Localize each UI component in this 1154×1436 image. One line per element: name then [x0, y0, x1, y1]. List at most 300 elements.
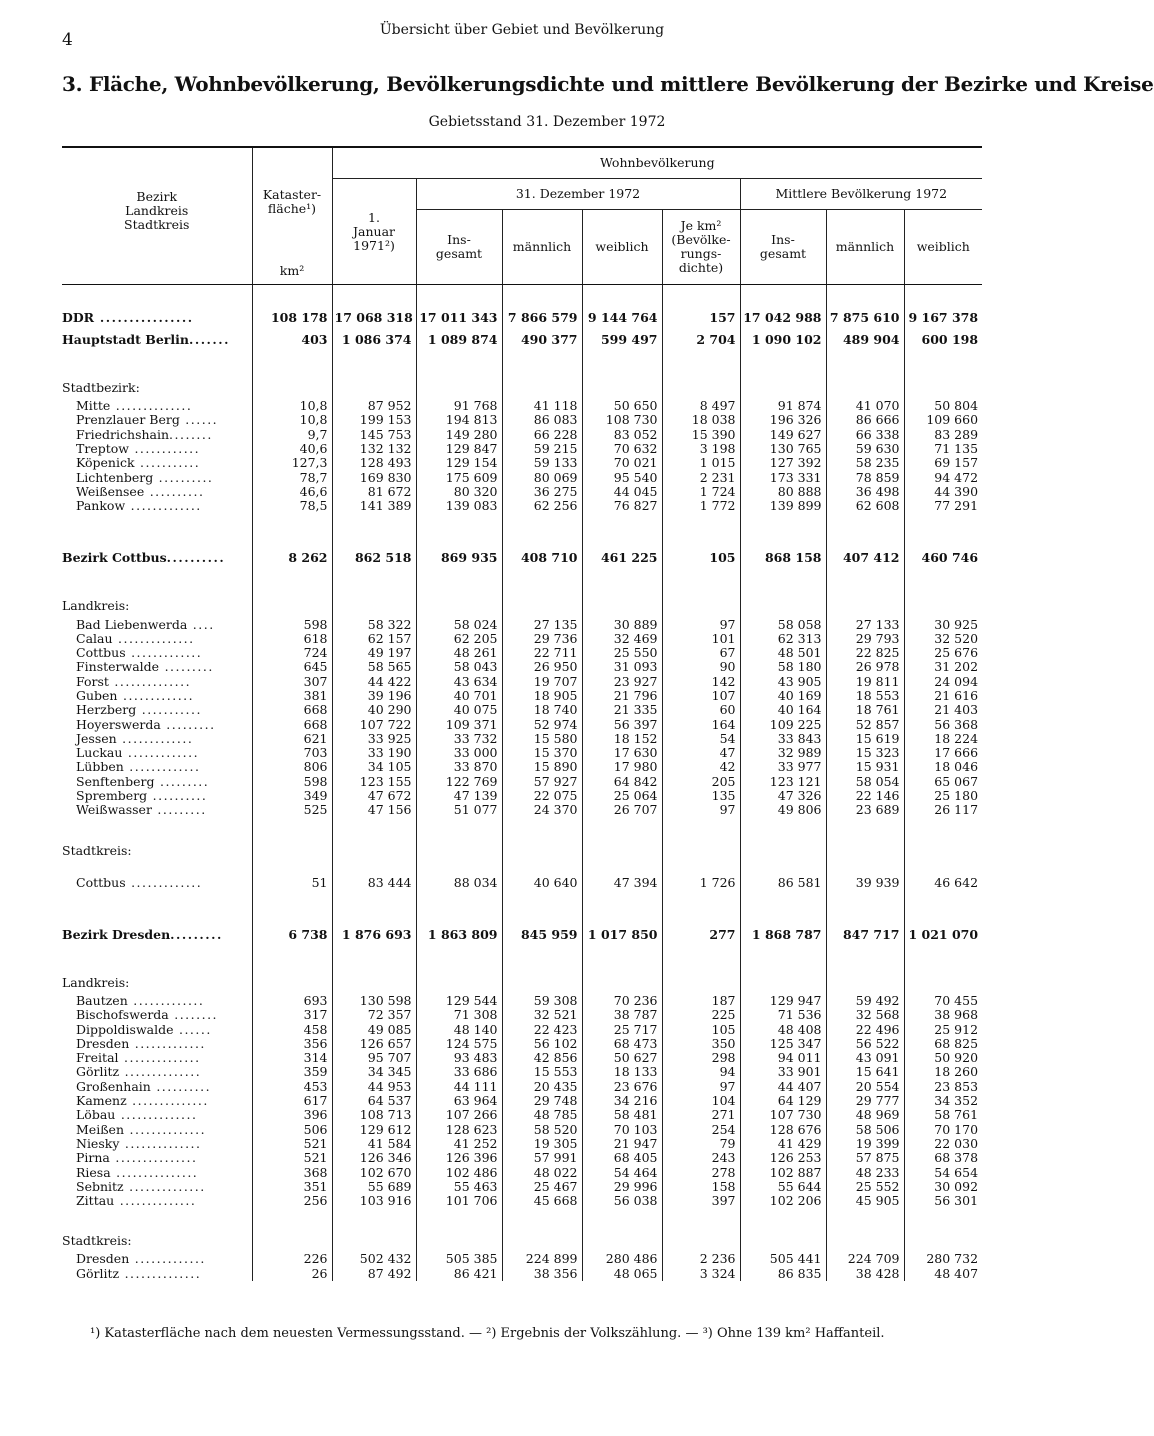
value-cell: 51 — [252, 876, 332, 890]
table-header — [62, 147, 982, 285]
value-cell: 33 732 — [416, 732, 502, 746]
table-row — [62, 456, 982, 470]
value-cell: 57 927 — [502, 775, 582, 789]
value-cell: 102 887 — [740, 1165, 826, 1179]
value-cell: 15 370 — [502, 746, 582, 760]
row-name: Guben — [76, 688, 118, 703]
row-name: Großenhain — [76, 1078, 151, 1094]
value-cell: 49 085 — [332, 1022, 416, 1036]
value-cell: 105 — [662, 543, 740, 573]
row-name: Luckau — [76, 745, 123, 761]
value-cell: 38 356 — [502, 1267, 582, 1281]
empty-cell — [416, 950, 502, 994]
empty-cell — [416, 573, 502, 617]
table-row — [62, 413, 982, 427]
value-cell: 48 785 — [502, 1108, 582, 1122]
empty-cell — [740, 1208, 826, 1252]
value-cell: 49 197 — [332, 646, 416, 660]
table-row — [62, 689, 982, 703]
spacer-cell — [582, 890, 662, 920]
value-cell: 724 — [252, 646, 332, 660]
row-name: Finsterwalde — [76, 659, 160, 675]
value-cell: 59 215 — [502, 442, 582, 456]
value-cell: 1 090 102 — [740, 325, 826, 355]
value-cell: 44 111 — [416, 1080, 502, 1094]
value-cell: 44 422 — [332, 675, 416, 689]
value-cell: 17 630 — [582, 746, 662, 760]
empty-cell — [252, 355, 332, 399]
value-cell: 68 378 — [904, 1151, 982, 1165]
value-cell: 169 830 — [332, 470, 416, 484]
value-cell: 127,3 — [252, 456, 332, 470]
value-cell: 68 473 — [582, 1037, 662, 1051]
value-cell: 36 275 — [502, 485, 582, 499]
row-name: Meißen — [76, 1121, 124, 1137]
value-cell: 62 256 — [502, 499, 582, 513]
value-cell: 22 496 — [826, 1022, 904, 1036]
value-cell: 50 804 — [904, 399, 982, 413]
value-cell: 95 540 — [582, 470, 662, 484]
row-label — [62, 1137, 252, 1151]
value-cell: 314 — [252, 1051, 332, 1065]
header-insgesamt-mittel: Ins- gesamt — [740, 210, 826, 285]
value-cell: 123 121 — [740, 775, 826, 789]
header-kataster — [252, 147, 332, 285]
value-cell: 149 627 — [740, 428, 826, 442]
value-cell: 58 565 — [332, 660, 416, 674]
value-cell: 40 701 — [416, 689, 502, 703]
value-cell: 94 — [662, 1065, 740, 1079]
spacer-cell — [332, 513, 416, 543]
value-cell: 18 133 — [582, 1065, 662, 1079]
value-cell: 18 046 — [904, 760, 982, 774]
row-label — [62, 876, 252, 890]
table-row — [62, 675, 982, 689]
leader-dots: ................ — [94, 310, 194, 325]
header-weiblich: weiblich — [582, 210, 662, 285]
value-cell: 26 707 — [582, 803, 662, 817]
value-cell: 43 634 — [416, 675, 502, 689]
value-cell: 46 642 — [904, 876, 982, 890]
value-cell: 356 — [252, 1037, 332, 1051]
value-cell: 505 385 — [416, 1252, 502, 1266]
row-name: Pirna — [76, 1150, 110, 1166]
value-cell: 24 094 — [904, 675, 982, 689]
value-cell: 29 793 — [826, 632, 904, 646]
value-cell: 72 357 — [332, 1008, 416, 1022]
group-heading-row — [62, 355, 982, 399]
empty-cell — [416, 355, 502, 399]
value-cell: 58 761 — [904, 1108, 982, 1122]
value-cell: 41 252 — [416, 1137, 502, 1151]
header-stub: Bezirk Landkreis Stadtkreis — [62, 147, 252, 285]
value-cell: 25 550 — [582, 646, 662, 660]
value-cell: 25 717 — [582, 1022, 662, 1036]
row-name: Riesa — [76, 1164, 111, 1180]
value-cell: 617 — [252, 1094, 332, 1108]
value-cell: 29 736 — [502, 632, 582, 646]
value-cell: 22 423 — [502, 1022, 582, 1036]
value-cell: 97 — [662, 803, 740, 817]
value-cell: 460 746 — [904, 543, 982, 573]
row-name: Forst — [76, 673, 109, 689]
value-cell: 126 657 — [332, 1037, 416, 1051]
spacer-cell — [826, 513, 904, 543]
value-cell: 351 — [252, 1180, 332, 1194]
leader-dots: ......... — [154, 773, 210, 789]
value-cell: 40,6 — [252, 442, 332, 456]
value-cell: 101 706 — [416, 1194, 502, 1208]
value-cell: 109 660 — [904, 413, 982, 427]
table-row — [62, 1094, 982, 1108]
header-je-km2: Je km² (Bevölke- rungs- dichte) — [662, 210, 740, 285]
row-label — [62, 775, 252, 789]
row-name: Görlitz — [76, 1265, 120, 1281]
value-cell: 868 158 — [740, 543, 826, 573]
row-label — [62, 1008, 252, 1022]
value-cell: 45 905 — [826, 1194, 904, 1208]
value-cell: 93 483 — [416, 1051, 502, 1065]
row-name: Dresden — [76, 1251, 130, 1267]
row-name: Bad Liebenwerda — [76, 616, 188, 632]
value-cell: 1 089 874 — [416, 325, 502, 355]
leader-dots: ...... — [173, 1021, 212, 1037]
row-name: Niesky — [76, 1135, 120, 1151]
spacer-row — [62, 890, 982, 920]
value-cell: 109 371 — [416, 717, 502, 731]
leader-dots: ............. — [127, 992, 205, 1008]
value-cell: 101 — [662, 632, 740, 646]
value-cell: 86 835 — [740, 1267, 826, 1281]
leader-dots: ......... — [160, 716, 216, 732]
value-cell: 102 486 — [416, 1165, 502, 1179]
value-cell: 33 843 — [740, 732, 826, 746]
value-cell: 94 472 — [904, 470, 982, 484]
group-heading: Stadtbezirk: — [62, 380, 140, 395]
table-row — [62, 1022, 982, 1036]
leader-dots: .......... — [166, 550, 226, 566]
value-cell: 33 686 — [416, 1065, 502, 1079]
value-cell: 42 — [662, 760, 740, 774]
value-cell: 33 977 — [740, 760, 826, 774]
value-cell: 40 169 — [740, 689, 826, 703]
value-cell: 397 — [662, 1194, 740, 1208]
leader-dots: .............. — [114, 1193, 197, 1209]
value-cell: 7 875 610 — [826, 285, 904, 326]
value-cell: 27 135 — [502, 617, 582, 631]
value-cell: 277 — [662, 920, 740, 950]
spacer-cell — [502, 890, 582, 920]
spacer-cell — [826, 862, 904, 876]
spacer-cell — [252, 513, 332, 543]
table-row — [62, 760, 982, 774]
empty-cell — [582, 950, 662, 994]
leader-dots: .............. — [124, 1121, 207, 1137]
value-cell: 24 370 — [502, 803, 582, 817]
row-name: Cottbus — [76, 874, 126, 890]
value-cell: 71 135 — [904, 442, 982, 456]
value-cell: 256 — [252, 1194, 332, 1208]
leader-dots: ....... — [188, 332, 230, 347]
value-cell: 91 874 — [740, 399, 826, 413]
empty-cell — [740, 573, 826, 617]
value-cell: 78,7 — [252, 470, 332, 484]
value-cell: 58 043 — [416, 660, 502, 674]
value-cell: 1 015 — [662, 456, 740, 470]
value-cell: 847 717 — [826, 920, 904, 950]
leader-dots: ............. — [129, 1035, 206, 1051]
value-cell: 22 075 — [502, 789, 582, 803]
value-cell: 149 280 — [416, 428, 502, 442]
row-name: Lichtenberg — [76, 469, 154, 485]
value-cell: 668 — [252, 703, 332, 717]
value-cell: 17 666 — [904, 746, 982, 760]
table-row — [62, 1137, 982, 1151]
value-cell: 68 405 — [582, 1151, 662, 1165]
leader-dots: .............. — [110, 398, 193, 414]
value-cell: 621 — [252, 732, 332, 746]
value-cell: 87 492 — [332, 1267, 416, 1281]
value-cell: 145 753 — [332, 428, 416, 442]
value-cell: 1 726 — [662, 876, 740, 890]
leader-dots: .......... — [144, 483, 205, 499]
leader-dots: ........ — [168, 1007, 219, 1023]
value-cell: 58 058 — [740, 617, 826, 631]
value-cell: 95 707 — [332, 1051, 416, 1065]
value-cell: 58 054 — [826, 775, 904, 789]
value-cell: 869 935 — [416, 543, 502, 573]
value-cell: 58 520 — [502, 1123, 582, 1137]
value-cell: 66 228 — [502, 428, 582, 442]
spacer-cell — [740, 513, 826, 543]
value-cell: 600 198 — [904, 325, 982, 355]
row-label — [62, 1267, 252, 1281]
value-cell: 1 876 693 — [332, 920, 416, 950]
value-cell: 81 672 — [332, 485, 416, 499]
value-cell: 80 069 — [502, 470, 582, 484]
row-name: Friedrichshain — [76, 426, 170, 442]
value-cell: 40 164 — [740, 703, 826, 717]
row-name: Bautzen — [76, 992, 128, 1008]
value-cell: 26 978 — [826, 660, 904, 674]
value-cell: 71 536 — [740, 1008, 826, 1022]
leader-dots: ............. — [117, 688, 195, 703]
value-cell: 30 889 — [582, 617, 662, 631]
value-cell: 2 231 — [662, 470, 740, 484]
value-cell: 46,6 — [252, 485, 332, 499]
empty-cell — [740, 950, 826, 994]
value-cell: 806 — [252, 760, 332, 774]
value-cell: 86 666 — [826, 413, 904, 427]
spacer-cell — [904, 890, 982, 920]
value-cell: 108 730 — [582, 413, 662, 427]
value-cell: 48 407 — [904, 1267, 982, 1281]
table-row — [62, 803, 982, 817]
value-cell: 128 623 — [416, 1123, 502, 1137]
value-cell: 128 676 — [740, 1123, 826, 1137]
empty-cell — [332, 355, 416, 399]
spacer-cell — [662, 513, 740, 543]
value-cell: 59 630 — [826, 442, 904, 456]
value-cell: 22 825 — [826, 646, 904, 660]
value-cell: 129 947 — [740, 994, 826, 1008]
value-cell: 33 870 — [416, 760, 502, 774]
value-cell: 9,7 — [252, 428, 332, 442]
value-cell: 44 390 — [904, 485, 982, 499]
value-cell: 368 — [252, 1165, 332, 1179]
value-cell: 1 021 070 — [904, 920, 982, 950]
table-row — [62, 994, 982, 1008]
row-label — [62, 1080, 252, 1094]
value-cell: 34 345 — [332, 1065, 416, 1079]
row-name: Spremberg — [76, 788, 148, 804]
table-row — [62, 876, 982, 890]
empty-cell — [826, 355, 904, 399]
row-name: Hauptstadt Berlin — [62, 332, 189, 347]
row-name: Herzberg — [76, 702, 137, 718]
value-cell: 26 950 — [502, 660, 582, 674]
row-name: Jessen — [76, 730, 117, 746]
value-cell: 59 308 — [502, 994, 582, 1008]
value-cell: 599 497 — [582, 325, 662, 355]
row-label — [62, 1037, 252, 1051]
empty-cell — [662, 1208, 740, 1252]
value-cell: 19 707 — [502, 675, 582, 689]
value-cell: 645 — [252, 660, 332, 674]
value-cell: 62 313 — [740, 632, 826, 646]
value-cell: 3 198 — [662, 442, 740, 456]
row-name: Mitte — [76, 398, 111, 414]
row-label — [62, 285, 252, 326]
value-cell: 17 042 988 — [740, 285, 826, 326]
value-cell: 52 974 — [502, 717, 582, 731]
table-row — [62, 470, 982, 484]
value-cell: 41 584 — [332, 1137, 416, 1151]
value-cell: 69 157 — [904, 456, 982, 470]
leader-dots: .............. — [119, 1135, 202, 1151]
value-cell: 71 308 — [416, 1008, 502, 1022]
value-cell: 25 064 — [582, 789, 662, 803]
table-row — [62, 1108, 982, 1122]
leader-dots: .............. — [126, 1093, 209, 1109]
value-cell: 58 180 — [740, 660, 826, 674]
empty-cell — [332, 818, 416, 862]
row-name: Treptow — [76, 441, 129, 457]
value-cell: 618 — [252, 632, 332, 646]
spacer-cell — [416, 890, 502, 920]
empty-cell — [904, 355, 982, 399]
value-cell: 67 — [662, 646, 740, 660]
value-cell: 57 875 — [826, 1151, 904, 1165]
value-cell: 33 901 — [740, 1065, 826, 1079]
value-cell: 107 — [662, 689, 740, 703]
value-cell: 80 320 — [416, 485, 502, 499]
value-cell: 56 301 — [904, 1194, 982, 1208]
value-cell: 58 024 — [416, 617, 502, 631]
value-cell: 17 068 318 — [332, 285, 416, 326]
leader-dots: ............. — [125, 874, 203, 890]
table-row — [62, 789, 982, 803]
empty-cell — [904, 950, 982, 994]
value-cell: 18 740 — [502, 703, 582, 717]
value-cell: 19 811 — [826, 675, 904, 689]
value-cell: 123 155 — [332, 775, 416, 789]
value-cell: 77 291 — [904, 499, 982, 513]
empty-cell — [740, 818, 826, 862]
row-label — [62, 1252, 252, 1266]
leader-dots: .... — [187, 616, 215, 632]
value-cell: 298 — [662, 1051, 740, 1065]
value-cell: 107 266 — [416, 1108, 502, 1122]
value-cell: 307 — [252, 675, 332, 689]
value-cell: 9 167 378 — [904, 285, 982, 326]
value-cell: 47 156 — [332, 803, 416, 817]
leader-dots: .............. — [119, 1265, 202, 1281]
header-wohnbevoelkerung: Wohnbevölkerung — [332, 147, 982, 179]
empty-cell — [416, 1208, 502, 1252]
value-cell: 668 — [252, 717, 332, 731]
value-cell: 27 133 — [826, 617, 904, 631]
table-row — [62, 1180, 982, 1194]
leader-dots: .............. — [123, 1178, 206, 1194]
value-cell: 3 324 — [662, 1267, 740, 1281]
value-cell: 20 554 — [826, 1080, 904, 1094]
value-cell: 199 153 — [332, 413, 416, 427]
row-label — [62, 1051, 252, 1065]
table-row — [62, 746, 982, 760]
spacer-cell — [502, 862, 582, 876]
table-row — [62, 1151, 982, 1165]
value-cell: 21 796 — [582, 689, 662, 703]
row-label — [62, 646, 252, 660]
value-cell: 32 520 — [904, 632, 982, 646]
row-name: Senftenberg — [76, 773, 155, 789]
spacer-cell — [662, 890, 740, 920]
leader-dots: ............... — [109, 1150, 198, 1166]
spacer-cell — [662, 862, 740, 876]
value-cell: 254 — [662, 1123, 740, 1137]
empty-cell — [740, 355, 826, 399]
spacer-cell — [740, 862, 826, 876]
leader-dots: .............. — [108, 673, 192, 689]
value-cell: 70 103 — [582, 1123, 662, 1137]
value-cell: 64 129 — [740, 1094, 826, 1108]
empty-cell — [582, 1208, 662, 1252]
value-cell: 407 412 — [826, 543, 904, 573]
table-row — [62, 1080, 982, 1094]
value-cell: 132 132 — [332, 442, 416, 456]
value-cell: 17 011 343 — [416, 285, 502, 326]
value-cell: 48 261 — [416, 646, 502, 660]
value-cell: 598 — [252, 775, 332, 789]
value-cell: 51 077 — [416, 803, 502, 817]
value-cell: 79 — [662, 1137, 740, 1151]
value-cell: 38 787 — [582, 1008, 662, 1022]
value-cell: 129 544 — [416, 994, 502, 1008]
value-cell: 23 853 — [904, 1080, 982, 1094]
value-cell: 129 612 — [332, 1123, 416, 1137]
row-label — [62, 717, 252, 731]
value-cell: 32 568 — [826, 1008, 904, 1022]
value-cell: 317 — [252, 1008, 332, 1022]
value-cell: 107 730 — [740, 1108, 826, 1122]
header-kataster-label: Kataster- fläche¹) — [262, 187, 322, 216]
value-cell: 164 — [662, 717, 740, 731]
value-cell: 50 627 — [582, 1051, 662, 1065]
row-name: Bischofswerda — [76, 1007, 169, 1023]
value-cell: 187 — [662, 994, 740, 1008]
row-label — [62, 428, 252, 442]
